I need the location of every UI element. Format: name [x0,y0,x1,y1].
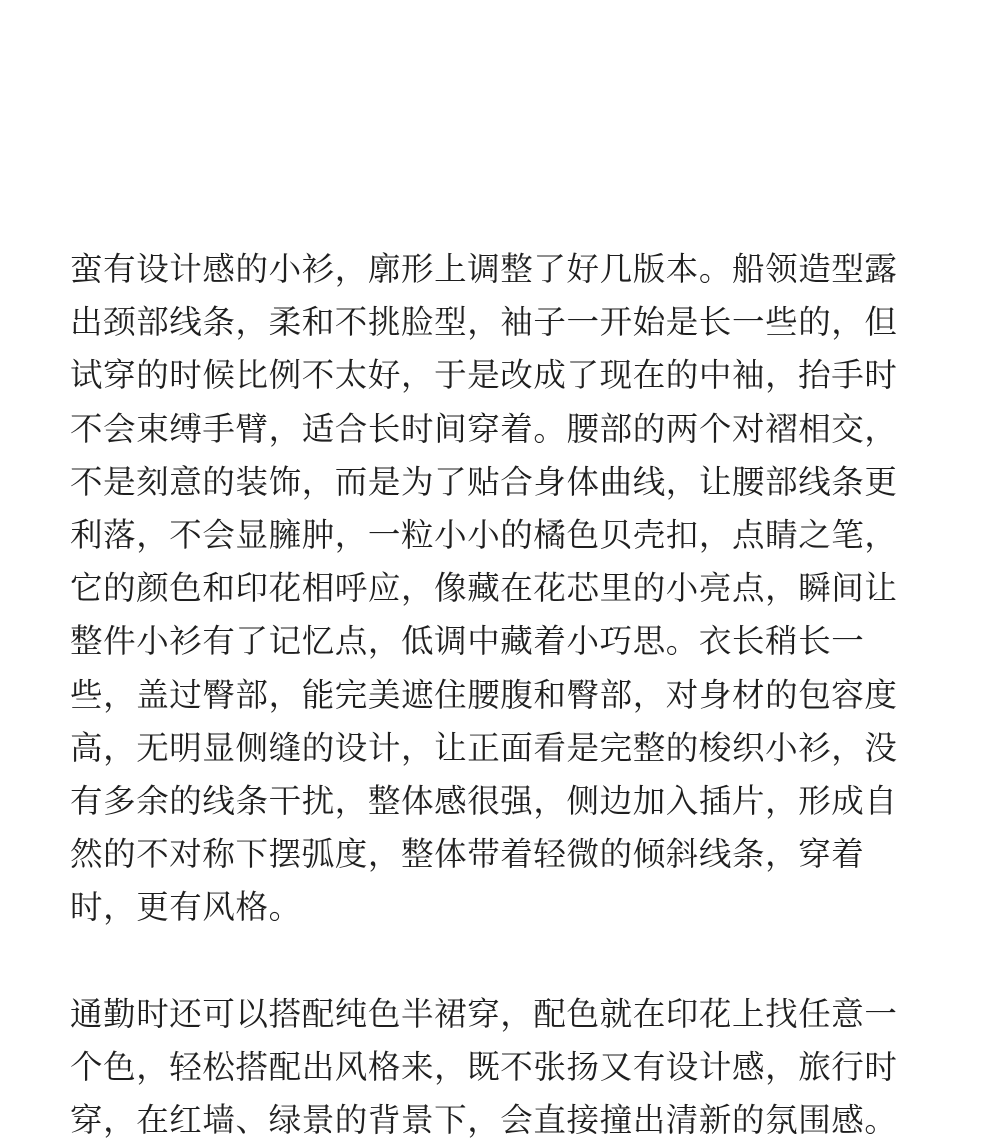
article-paragraph-2: 通勤时还可以搭配纯色半裙穿，配色就在印花上找任意一个色，轻松搭配出风格来，既不张扬又有设计感，旅行时穿，在红墙、绿景的背景下，会直接撞出清新的氛围感。 [70,994,898,1140]
article-paragraph-1: 蛮有设计感的小衫，廓形上调整了好几版本。船领造型露出颈部线条，柔和不挑脸型，袖子一开始是长一些的，但试穿的时候比例不太好，于是改成了现在的中袖，抬手时不会束缚手臂，适合长时间穿着。腰部的两个对褶相交，不是刻意的装饰，而是为了贴合身体曲线，让腰部线条更利落，不会显臃肿，一粒小小的橘色贝壳扣，点睛之笔，它的颜色和印花相呼应，像藏在花芯里的小亮点，瞬间让整件小衫有了记忆点，低调中藏着小巧思。衣长稍长一些，盖过臀部，能完美遮住腰腹和臀部，对身材的包容度高，无明显侧缝的设计，让正面看是完整的梭织小衫，没有多余的线条干扰，整体感很强，侧边加入插片，形成自然的不对称下摆弧度，整体带着轻微的倾斜线条，穿着时，更有风格。 [70,250,898,927]
article-body [70,243,926,1147]
